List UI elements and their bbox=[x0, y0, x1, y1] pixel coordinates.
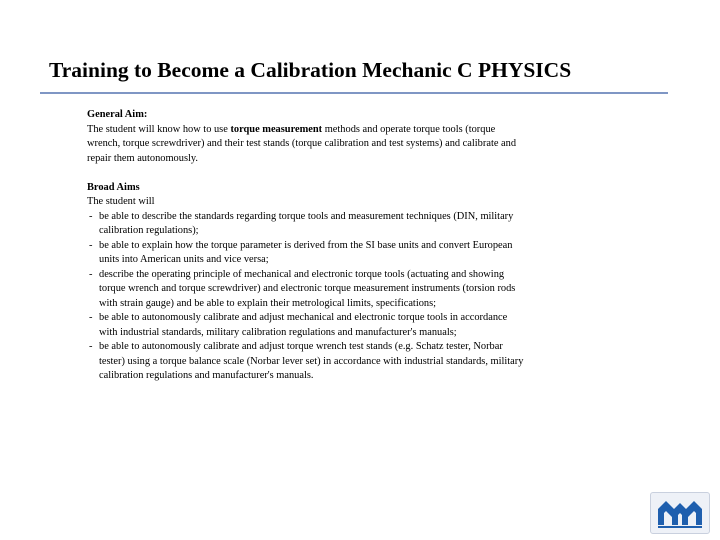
bullet-marker: - bbox=[89, 312, 93, 323]
list-item bbox=[87, 239, 527, 268]
logo-mark-icon bbox=[651, 493, 709, 533]
broad-aims-heading: Broad Aims bbox=[87, 181, 140, 193]
bullet-marker: - bbox=[89, 268, 93, 280]
bullet-marker: - bbox=[89, 239, 93, 251]
list-item-text: be able to explain how the torque parameter is derived from the SI base units and convert European units into American units and vice versa; bbox=[99, 239, 513, 265]
list-item-text: be able to describe the standards regarding torque tools and measurement techniques (DIN, military calibration regulations); bbox=[99, 210, 514, 236]
list-item bbox=[87, 311, 527, 340]
list-item bbox=[87, 210, 527, 239]
general-aim-section bbox=[87, 108, 527, 166]
page-title: Training to Become a Calibration Mechanic C PHYSICS bbox=[49, 58, 572, 82]
list-item bbox=[87, 340, 527, 384]
institution-logo-icon bbox=[650, 492, 710, 534]
content-body bbox=[87, 108, 527, 384]
list-item-text: be able to autonomously calibrate and adjust torque wrench test stands (e.g. Schatz tester, Norbar tester) using a torque balance scale (Norbar lever set) in accordance with industrial standards, military calibration regulations and manufacturer's manuals. bbox=[99, 341, 524, 381]
bullet-marker: - bbox=[89, 341, 93, 352]
title-underline bbox=[40, 92, 668, 94]
list-item-text: be able to autonomously calibrate and adjust mechanical and electronic torque tools in accordance with industrial standards, military calibration regulations and manufacturer's manuals; bbox=[99, 312, 508, 338]
list-item-text: describe the operating principle of mechanical and electronic torque tools (actuating and showing torque wrench and torque screwdriver) and electronic torque measurement instruments (torsion rods with strain gauge) and be able to explain their metrological limits, specifications; bbox=[99, 268, 516, 309]
broad-aims-list bbox=[87, 210, 527, 384]
section-spacer bbox=[87, 166, 527, 181]
general-aim-text bbox=[87, 123, 527, 167]
list-item bbox=[87, 268, 527, 312]
general-aim-text-end: methods and operate torque tools (torque wrench, torque screwdriver) and their test stands (torque calibration and test systems) and calibrate and repair them autonomously. bbox=[87, 123, 517, 164]
general-aim-emphasis: torque measurement bbox=[230, 123, 323, 135]
bullet-marker: - bbox=[89, 210, 93, 222]
broad-aims-section bbox=[87, 181, 527, 384]
broad-aims-intro: The student will bbox=[87, 196, 155, 207]
general-aim-text-start: The student will know how to use bbox=[87, 123, 231, 135]
general-aim-heading: General Aim: bbox=[87, 109, 148, 120]
